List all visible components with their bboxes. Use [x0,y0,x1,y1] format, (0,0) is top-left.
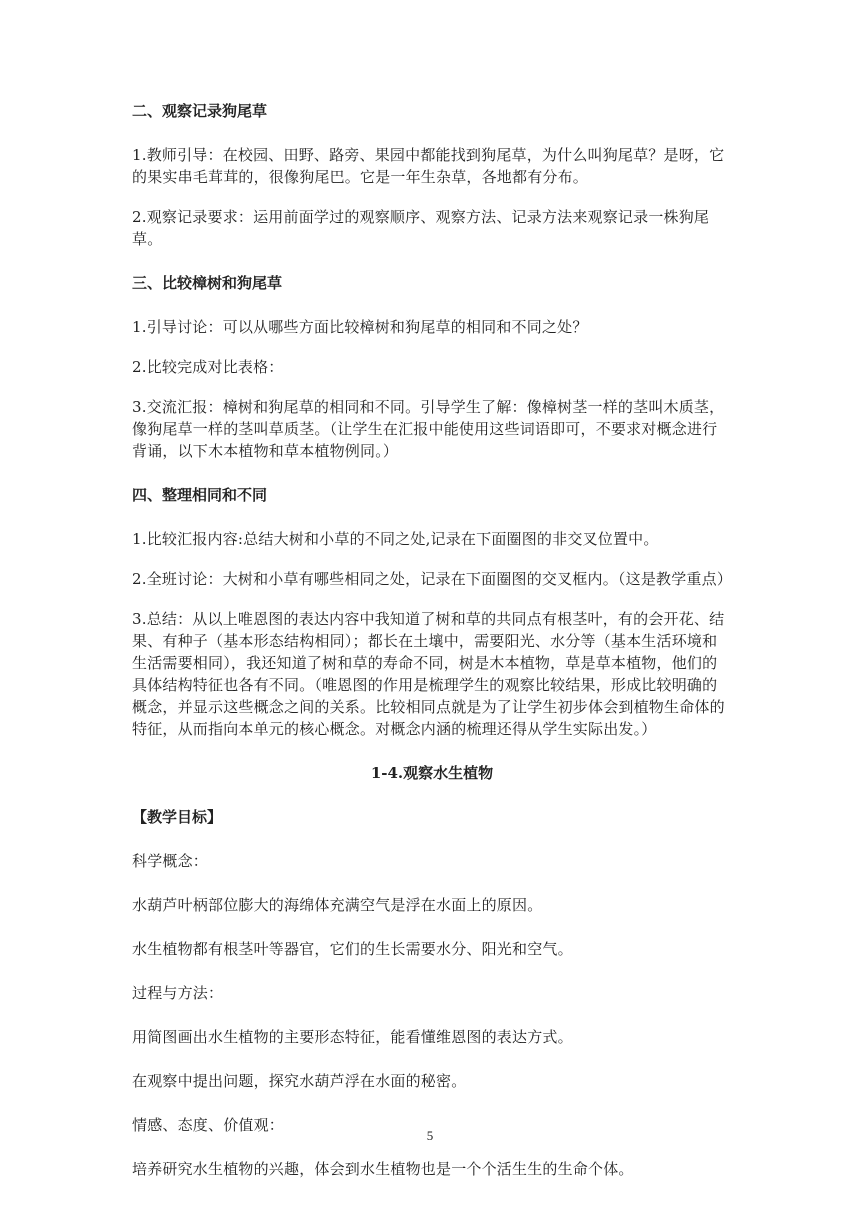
label-science-concept: 科学概念： [132,852,209,870]
page-content [132,100,732,1180]
section-heading-organize: 四、整理相同和不同 [132,486,268,504]
paragraph-comparison-table: 2.比较完成对比表格： [132,358,284,376]
section-heading-observe-foxtail: 二、观察记录狗尾草 [132,102,268,120]
science-goal-1: 水葫芦叶柄部位膨大的海绵体充满空气是浮在水面上的原因。 [132,896,543,914]
science-goal-2: 水生植物都有根茎叶等器官，它们的生长需要水分、阳光和空气。 [132,940,573,958]
emotion-goal-1: 培养研究水生植物的兴趣，体会到水生植物也是一个个活生生的生命个体。 [132,1160,634,1178]
process-goal-1: 用简图画出水生植物的主要形态特征，能看懂维恩图的表达方式。 [132,1028,573,1046]
section-heading-compare: 三、比较樟树和狗尾草 [132,274,283,292]
paragraph-guide-discussion: 1.引导讨论：可以从哪些方面比较樟树和狗尾草的相同和不同之处？ [132,318,588,336]
process-goal-2: 在观察中提出问题，探究水葫芦浮在水面的秘密。 [132,1072,467,1090]
paragraph-report: 3.交流汇报：樟树和狗尾草的相同和不同。引导学生了解：像樟树茎一样的茎叫木质茎，像狗尾草一样的茎叫草质茎。（让学生在汇报中能使用这些词语即可，不要求对概念进行背诵，以下木本植物和草本植物例同。） [132,398,725,460]
lesson-title: 1-4.观察水生植物 [370,764,494,782]
goals-heading: 【教学目标】 [132,808,223,826]
page-number: 5 [426,1128,434,1143]
paragraph-compare-report: 1.比较汇报内容:总结大树和小草的不同之处,记录在下面圈图的非交叉位置中。 [132,530,659,548]
paragraph-summary: 3.总结：从以上唯恩图的表达内容中我知道了树和草的共同点有根茎叶，有的会开花、结果、有种子（基本形态结构相同）；都长在土壤中，需要阳光、水分等（基本生活环境和生活需要相同），我还知道了树和草的寿命不同，树是木本植物，草是草本植物，他们的具体结构特征也各有不同。（唯恩图的作用是梳理学生的观察比较结果，形成比较明确的概念，并显示这些概念之间的关系。比较相同点就是为了让学生初步体会到植物生命体的特征，从而指向本单元的核心概念。对概念内涵的梳理还得从学生实际出发。） [132,610,725,738]
paragraph-observe-requirements: 2.观察记录要求：运用前面学过的观察顺序、观察方法、记录方法来观察记录一株狗尾草。 [132,208,710,248]
paragraph-teacher-guide: 1.教师引导：在校园、田野、路旁、果园中都能找到狗尾草，为什么叫狗尾草？是呀，它的果实串毛茸茸的，很像狗尾巴。它是一年生杂草，各地都有分布。 [132,146,725,186]
paragraph-class-discussion: 2.全班讨论：大树和小草有哪些相同之处，记录在下面圈图的交叉框内。（这是教学重点） [132,570,733,588]
label-process-method: 过程与方法： [132,984,224,1002]
label-emotion-attitude: 情感、态度、价值观： [132,1116,285,1134]
